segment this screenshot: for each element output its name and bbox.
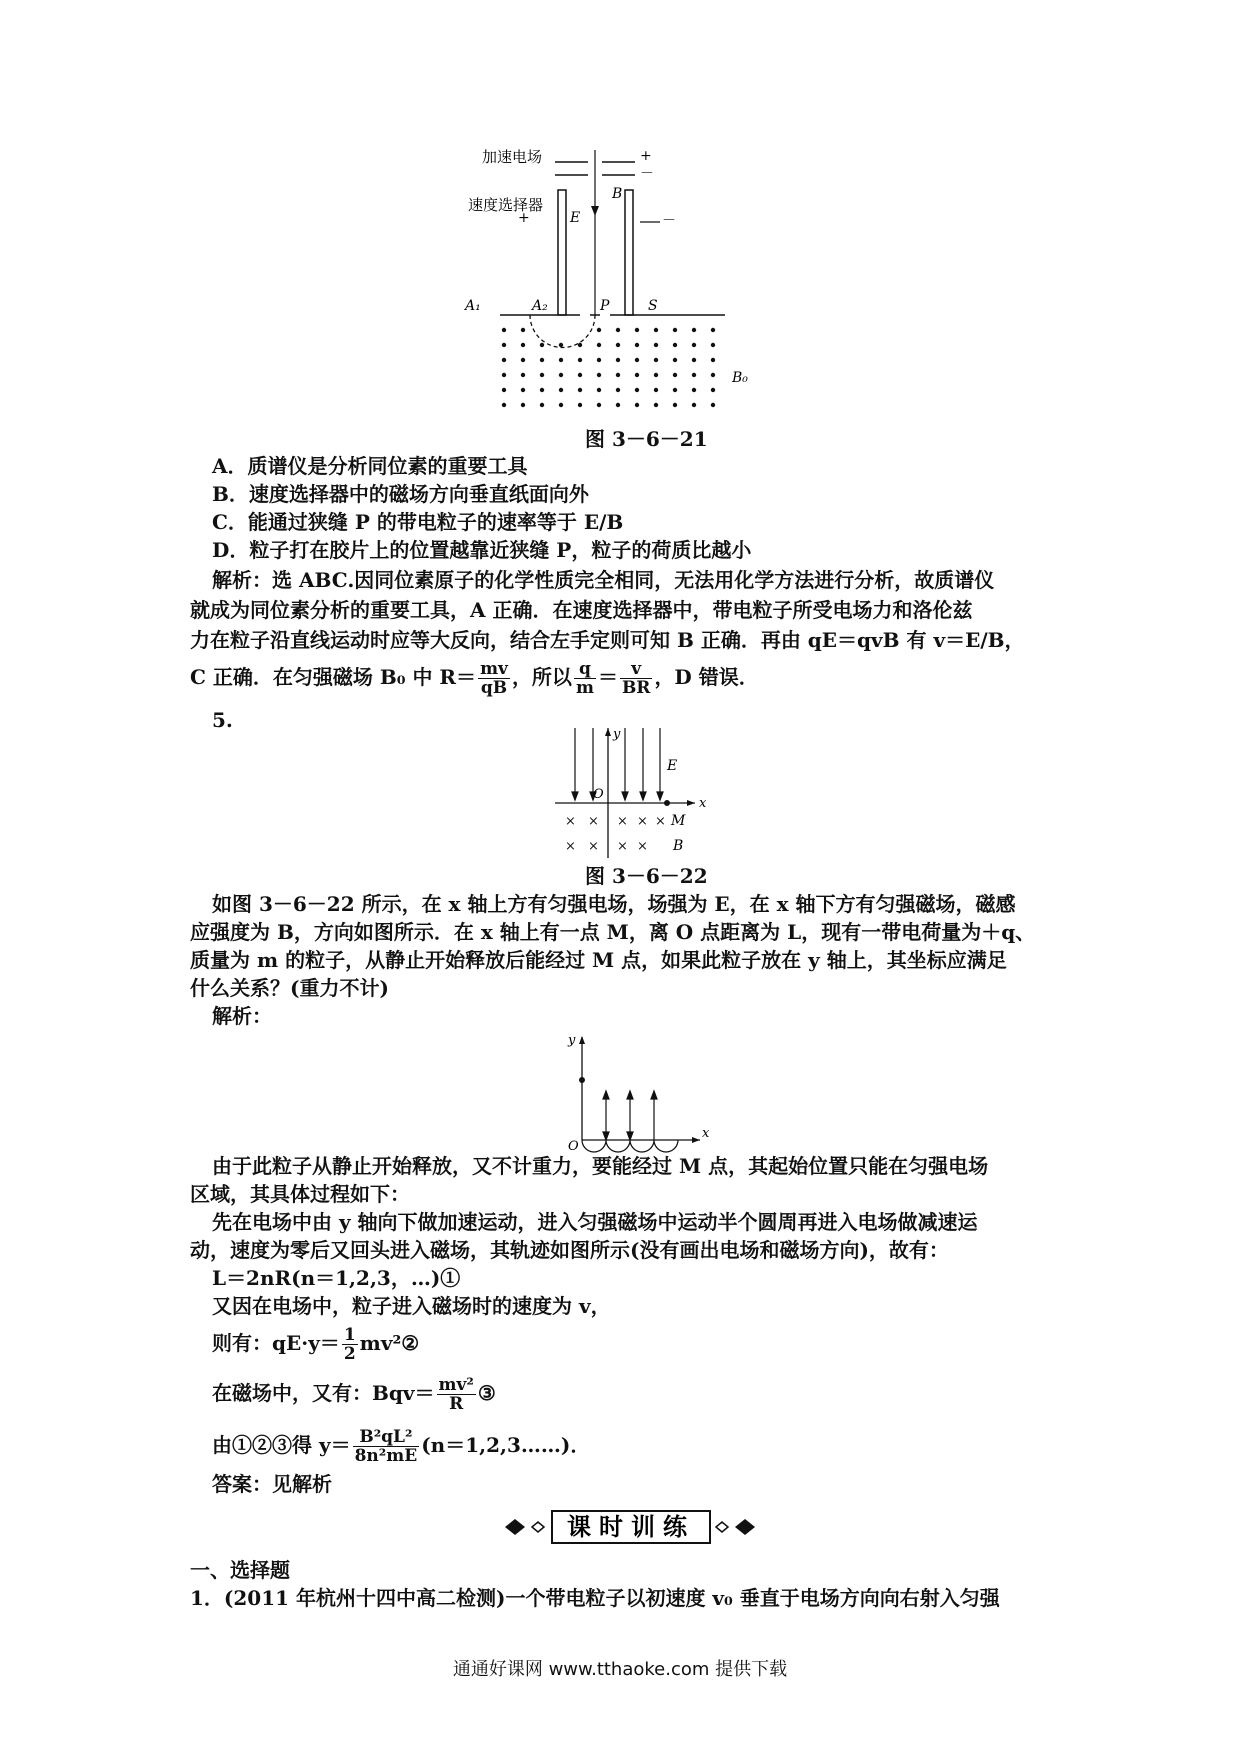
- field-dot: [673, 328, 677, 332]
- analysis4-line4: [190, 660, 759, 697]
- label-y: y: [613, 727, 621, 742]
- field-dot: [673, 373, 677, 377]
- option-d: D．粒子打在胶片上的位置越靠近狭缝 P，粒子的荷质比越小: [212, 538, 752, 562]
- field-dot: [711, 343, 715, 347]
- q5-paragraph-line3: 质量为 m 的粒子，从静止开始释放后能经过 M 点，如果此粒子放在 y 轴上，其坐标应满足: [190, 948, 1007, 972]
- label-M: M: [671, 813, 686, 829]
- label-E: E: [667, 758, 678, 774]
- solution-eq2: 则有：qE·y＝ $\frac{1}{2}$ mv²②: [212, 1325, 420, 1364]
- field-dot: [654, 373, 658, 377]
- analysis4-text-d: ，D 错误．: [654, 665, 759, 689]
- figure-caption-3-6-21: 图 3－6－21: [585, 427, 708, 451]
- field-dot: [559, 403, 563, 407]
- figure-3-6-22: [555, 728, 715, 860]
- cross-mark: ×: [565, 814, 576, 829]
- field-dot: [540, 388, 544, 392]
- field-dot: [654, 358, 658, 362]
- field-dot: [578, 343, 582, 347]
- figure-trajectory: [560, 1032, 710, 1152]
- field-dot: [635, 373, 639, 377]
- field-dot: [654, 403, 658, 407]
- field-dot: [654, 388, 658, 392]
- field-dot: [540, 373, 544, 377]
- option-c: C．能通过狭缝 P 的带电粒子的速率等于 E/B: [212, 510, 624, 534]
- solution-line1: 由于此粒子从静止开始释放，又不计重力，要能经过 M 点，其起始位置只能在匀强电场: [212, 1154, 989, 1178]
- field-dot: [597, 343, 601, 347]
- field-dot: [597, 403, 601, 407]
- field-dot: [502, 358, 506, 362]
- field-dot: [521, 328, 525, 332]
- field-dot: [635, 358, 639, 362]
- field-dot: [559, 358, 563, 362]
- cross-mark: ×: [588, 814, 599, 829]
- field-dot: [635, 403, 639, 407]
- field-dot: [540, 403, 544, 407]
- label-minus-top: －: [640, 166, 654, 182]
- field-dot: [692, 358, 696, 362]
- analysis4-line1: 解析：选 ABC.因同位素原子的化学性质完全相同，无法用化学方法进行分析，故质谱仪: [212, 568, 995, 592]
- option-b: B．速度选择器中的磁场方向垂直纸面向外: [212, 482, 589, 506]
- field-dot: [578, 403, 582, 407]
- field-dot: [692, 343, 696, 347]
- label-B: B: [612, 186, 623, 202]
- field-dot: [502, 343, 506, 347]
- field-dot: [521, 358, 525, 362]
- fraction-one-half: $\frac{1}{2}$: [343, 1325, 356, 1364]
- field-dot: [597, 373, 601, 377]
- label-velocity-selector: 速度选择器: [468, 196, 544, 214]
- option-a: A．质谱仪是分析同位素的重要工具: [212, 454, 528, 478]
- field-dot: [616, 343, 620, 347]
- label-y: y: [568, 1033, 576, 1048]
- label-x: x: [702, 1126, 710, 1141]
- figure-mass-spectrometer: [465, 148, 760, 420]
- field-dot: [692, 403, 696, 407]
- cross-mark: ×: [637, 839, 648, 854]
- label-P: P: [600, 298, 610, 314]
- analysis4-line2: 就成为同位素分析的重要工具，A 正确．在速度选择器中，带电粒子所受电场力和洛伦兹: [190, 598, 973, 622]
- field-dot: [711, 373, 715, 377]
- q5-analysis-label: 解析：: [212, 1004, 272, 1028]
- field-dot: [559, 373, 563, 377]
- field-dot: [597, 388, 601, 392]
- field-dot: [502, 403, 506, 407]
- analysis4-text-a: C 正确．在匀强磁场 B₀ 中 R＝: [190, 665, 477, 689]
- analysis4-line3: 力在粒子沿直线运动时应等大反向，结合左手定则可知 B 正确．再由 qE＝qvB 有 v＝E/B，: [190, 628, 1025, 652]
- field-dot: [521, 343, 525, 347]
- field-dot: [673, 403, 677, 407]
- field-dot: [692, 373, 696, 377]
- fraction-result: $\frac{\text{B²qL²}}{\text{8n²mE}}$: [354, 1427, 418, 1466]
- field-dot: [578, 358, 582, 362]
- solution-line6: 又因在电场中，粒子进入磁场时的速度为 v，: [212, 1294, 611, 1318]
- question-5-number: 5.: [212, 708, 233, 732]
- cross-mark: ×: [588, 839, 599, 854]
- fraction-mv-qB: $\frac{mv}{qB}$: [480, 659, 508, 698]
- label-plus-left: +: [518, 210, 530, 226]
- field-dot: [540, 343, 544, 347]
- field-dot: [673, 358, 677, 362]
- field-dot: [540, 358, 544, 362]
- field-dot: [692, 388, 696, 392]
- cross-mark: ×: [637, 814, 648, 829]
- figure-caption-3-6-22: 图 3－6－22: [585, 864, 708, 888]
- field-dot: [597, 328, 601, 332]
- label-accel-field: 加速电场: [482, 148, 543, 166]
- field-dot: [616, 328, 620, 332]
- next-question-1: 1．(2011 年杭州十四中高二检测)一个带电粒子以初速度 v₀ 垂直于电场方向向右射入匀强: [190, 1586, 1000, 1610]
- solution-eq1: L＝2nR(n＝1,2,3，…)①: [212, 1266, 461, 1290]
- label-B: B: [673, 838, 684, 854]
- field-dot: [635, 328, 639, 332]
- q5-paragraph-line2: 应强度为 B，方向如图所示．在 x 轴上有一点 M，离 O 点距离为 L，现有一带电荷量为＋q、: [190, 920, 1036, 944]
- fraction-q-m: $\frac{q}{m}$: [575, 659, 594, 698]
- label-S: S: [648, 298, 658, 314]
- field-dot: [692, 328, 696, 332]
- field-dot: [521, 403, 525, 407]
- field-dot: [578, 388, 582, 392]
- cross-mark: ×: [655, 814, 666, 829]
- field-dot: [673, 343, 677, 347]
- solution-result: 由①②③得 y＝ $\frac{\text{B²qL²}}{\text{8n²mE}}$ (n＝1,2,3……)．: [212, 1427, 591, 1466]
- label-plus-top: +: [640, 148, 652, 164]
- fraction-mv2-R: $\frac{\text{mv²}}{R}$: [438, 1375, 474, 1414]
- label-minus-right: －: [662, 213, 676, 229]
- field-dot: [616, 358, 620, 362]
- field-dot: [597, 358, 601, 362]
- label-A1: A₁: [465, 298, 481, 314]
- solution-line3: 先在电场中由 y 轴向下做加速运动，进入匀强磁场中运动半个圆周再进入电场做减速运: [212, 1210, 978, 1234]
- section-banner: [500, 1507, 760, 1547]
- field-dot: [521, 373, 525, 377]
- analysis4-text-c: ＝: [597, 665, 618, 689]
- q5-paragraph-line1: 如图 3－6－22 所示，在 x 轴上方有匀强电场，场强为 E，在 x 轴下方有匀强磁场，磁感: [212, 892, 1016, 916]
- page-footer: 通通好课网 www.tthaoke.com 提供下载: [452, 1659, 788, 1680]
- field-dot: [654, 343, 658, 347]
- q5-paragraph-line4: 什么关系？(重力不计): [190, 976, 389, 1000]
- answer-line: 答案：见解析: [212, 1472, 332, 1496]
- banner-title: 课时训练: [567, 1512, 695, 1541]
- label-B0: B₀: [732, 370, 748, 386]
- label-x: x: [699, 796, 707, 811]
- field-dot: [711, 328, 715, 332]
- field-dot: [711, 403, 715, 407]
- fraction-v-BR: $\frac{v}{BR}$: [621, 659, 651, 698]
- field-dot: [616, 403, 620, 407]
- solution-eq3: 在磁场中，又有：Bqv＝ $\frac{\text{mv²}}{R}$ ③: [212, 1375, 496, 1414]
- cross-mark: ×: [617, 839, 628, 854]
- label-O: O: [593, 787, 604, 802]
- field-dot: [711, 358, 715, 362]
- field-dot: [616, 373, 620, 377]
- field-dot: [578, 373, 582, 377]
- field-dot: [521, 388, 525, 392]
- section-heading: 一、选择题: [190, 1558, 290, 1582]
- field-dot: [673, 388, 677, 392]
- cross-mark: ×: [565, 839, 576, 854]
- field-dot: [635, 388, 639, 392]
- field-dot: [502, 373, 506, 377]
- solution-line2: 区域，其具体过程如下：: [190, 1182, 410, 1206]
- label-A2: A₂: [532, 298, 548, 314]
- solution-line4: 动，速度为零后又回头进入磁场，其轨迹如图所示(没有画出电场和磁场方向)，故有：: [190, 1238, 949, 1262]
- label-E: E: [570, 210, 581, 226]
- cross-mark: ×: [617, 814, 628, 829]
- field-dot: [616, 388, 620, 392]
- field-dot: [559, 343, 563, 347]
- field-dot: [711, 388, 715, 392]
- field-dot: [654, 328, 658, 332]
- field-dot: [502, 388, 506, 392]
- label-O: O: [568, 1139, 579, 1154]
- analysis4-text-b: ，所以: [511, 665, 572, 689]
- field-dot: [635, 343, 639, 347]
- field-dot: [559, 388, 563, 392]
- field-dot: [502, 328, 506, 332]
